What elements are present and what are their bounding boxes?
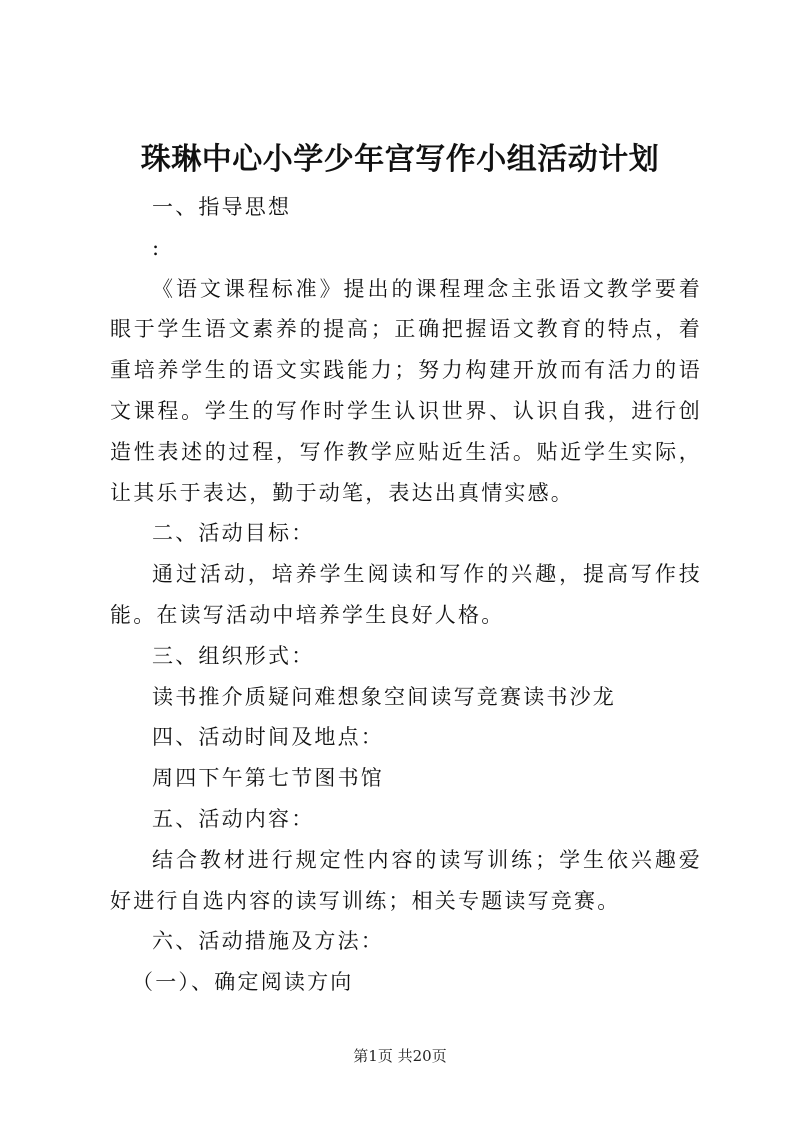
page-footer: 第1页 共20页 xyxy=(353,1047,447,1065)
section-heading: 四、活动时间及地点： xyxy=(152,725,384,750)
body-paragraph: 结合教材进行规定性内容的读写训练；学生依兴趣爱好进行自选内容的读写训练；相关专题读写竞赛。 xyxy=(110,847,702,913)
body-paragraph: 读书推介质疑问难想象空间读写竞赛读书沙龙 xyxy=(152,684,616,709)
subsection-heading: （一）、确定阅读方向 xyxy=(132,970,354,995)
section-heading: 六、活动措施及方法： xyxy=(152,929,384,954)
section-heading: 五、活动内容： xyxy=(152,806,315,831)
document-body xyxy=(110,187,702,1003)
section-heading: 二、活动目标： xyxy=(152,521,315,546)
colon-line: : xyxy=(152,235,162,260)
body-paragraph: 《语文课程标准》提出的课程理念主张语文教学要着眼于学生语文素养的提高；正确把握语文教育的特点，着重培养学生的语文实践能力；努力构建开放而有活力的语文课程。学生的写作时学生认识世界、认识自我，进行创造性表述的过程，写作教学应贴近生活。贴近学生实际，让其乐于表达，勤于动笔，表达出真情实感。 xyxy=(110,276,702,505)
body-paragraph: 周四下午第七节图书馆 xyxy=(152,766,384,791)
document-title: 珠琳中心小学少年宫写作小组活动计划 xyxy=(140,142,660,177)
body-paragraph: 通过活动，培养学生阅读和写作的兴趣，提高写作技能。在读写活动中培养学生良好人格。 xyxy=(110,562,702,627)
section-heading: 三、组织形式： xyxy=(152,643,315,668)
section-heading: 一、指导思想 xyxy=(152,195,292,219)
